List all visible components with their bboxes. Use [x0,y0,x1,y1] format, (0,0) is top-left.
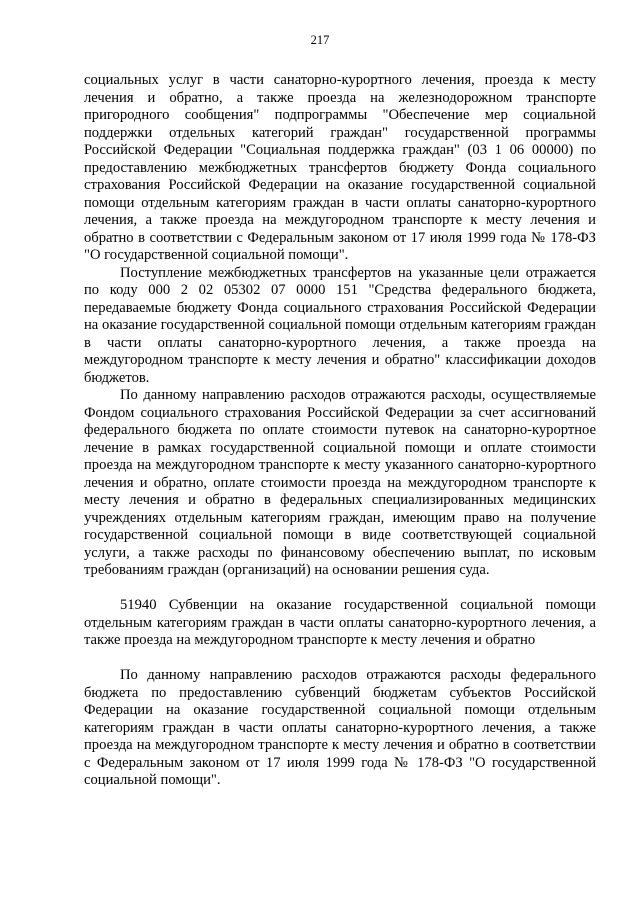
page-number: 217 [310,33,330,47]
paragraph-subventions: По данному направлению расходов отражаются расходы федерального бюджета по предоставлению субвенций бюджетам субъектов Российской Федерации на оказание государственной социальной помощи отдельным категориям граждан в части оплаты санаторно-курортного лечения, а также проезда на междугородном транспорте к месту лечения и обратно в соответствии с Федеральным законом от 17 июля 1999 года № 178-ФЗ "О государственной социальной помощи". [84,667,596,788]
document-body [84,72,596,790]
paragraph-expenses-fss: По данному направлению расходов отражаются расходы, осуществляемые Фондом социального страхования Российской Федерации за счет ассигнований федерального бюджета по оплате стоимости путевок на санаторно-курортное лечение в рамках государственной социальной помощи и оплате стоимости проезда на междугородном транспорте к месту указанного санаторно-курортного лечения и обратно, оплате стоимости проезда на междугородном транспорте к месту лечения и обратно в федеральных специализированных медицинских учреждениях отдельным категориям граждан, имеющим право на получение государственной социальной помощи в виде соответствующей социальной услуги, а также расходы по финансовому обеспечению выплат, по исковым требованиям граждан (организаций) на основании решения суда. [84,387,596,578]
section-heading-51940: 51940 Субвенции на оказание государственной социальной помощи отдельным категориям граждан в части оплаты санаторно-курортного лечения, а также проезда на междугородном транспорте к месту лечения и обратно [84,597,596,648]
paragraph-revenue-code: Поступление межбюджетных трансфертов на указанные цели отражается по коду 000 2 02 05302 07 0000 151 "Средства федерального бюджета, передаваемые бюджету Фонда социального страхования Российской Федерации на оказание государственной социальной помощи отдельным категориям граждан в части оплаты санаторно-курортного лечения, а также проезда на междугородном транспорте к месту лечения и обратно" классификации доходов бюджетов. [84,264,596,386]
paragraph-continuation: социальных услуг в части санаторно-курортного лечения, проезда к месту лечения и обратно, а также проезда на железнодорожном транспорте пригородного сообщения" подпрограммы "Обеспечение мер социальной поддержки отдельных категорий граждан" государственной программы Российской Федерации "Социальная поддержка граждан" (03 1 06 00000) по предоставлению межбюджетных трансфертов бюджету Фонда социального страхования Российской Федерации на оказание государственной социальной помощи отдельным категориям граждан в части оплаты санаторно-курортного лечения, а также проезда на междугородном транспорте к месту лечения и обратно в соответствии с Федеральным законом от 17 июля 1999 года № 178-ФЗ "О государственной социальной помощи". [84,72,596,263]
